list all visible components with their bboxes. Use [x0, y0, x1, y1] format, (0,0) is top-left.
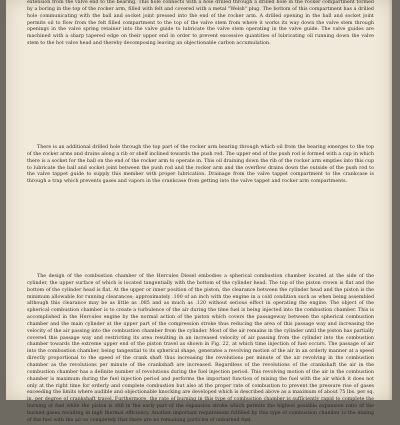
- paragraph-valve-lubrication: extension from the valve end to the bearing. This hole connects with a hole drilled through a drilled hole in the rocker compartment formed by a boring in the top of the rocker arm, filled with felt and covered with a metal "Welsh" plug. The bottom of this compartment has a drilled hole communicating with the ball and socket joint pressed into the end of the rocker arm. A drilled opening in the ball and socket joint permits oil to flow from the felt filled compartment to the top of the valve stem from where it works its way down the valve stem through openings in the valve spring retainer into the valve guide to lubricate the valve stem operating in the valve guide. The valve guides are machined with a sharp tapered edge on their upper end in order to prevent excessive quantities of lubricating oil running down the valve stem to the hot valve head and thereby decomposing leaving an objectionable carbon accumulation.: [27, 0, 374, 47]
- paragraph-rocker-arm-oil-drain: There is an additional drilled hole through the top part of the rocker arm bearing through which oil from the bearing emerges to the top of the rocker arms and drains along a rib or shelf inclined towards the push rod. The upper end of the push rod is formed with a cup in which there is a socket for the ball on the end of the rocker arm to operate in. This oil draining down the rib of the rocker arm empties into this cup to lubricate the ball and socket joint between the push rod and the rocker arm and the overflow drains down the outside of the push rod to the valve tappet guide to supply this member with proper lubrication. Drainage from the valve tappet compartment to the crankcase is through a trap which prevents gases and vapors in the crankcase from getting into the valve tappet and rocker arm compartments.: [27, 145, 374, 185]
- document-page: [6, 0, 392, 423]
- page-edge-shadow: [388, 0, 392, 400]
- paragraph-combustion-chamber: The design of the combustion chamber of the Hercules Diesel embodies a spherical combustion chamber located at the side of the cylinder, the upper surface of which is located tangentially with the bottom of the cylinder head. The top of the piston crown is flat and the bottom of the cylinder head is flat. At the upper or inner position of the piston, the clearance between the cylinder head and the piston is the minimum allowable for running clearances; approximately .100 of an inch with the engine in a cold condition such as when being assembled although this clearance may be as little as .085 and as much as .120 without serious effect in operating the engine. The object of the spherical combustion chamber is to create a turbulence of the air during the time fuel is being injected into the combustion chamber. This is accomplished in the Hercules engine by the normal action of the piston which covers the passageway between the spherical combustion chamber and the main cylinder at the upper part of the compression stroke thus reducing the area of this passage way and increasing the velocity of the air passing into the combustion chamber from the cylinder. Most of the air remains in the cylinder until the piston has partially covered this passage way and restricting its area resulting in an increased velocity of air passing from the cylinder into the combustion chamber towards the extreme upper end of the piston travel as shown in Fig. 22, at which time injection of fuel occurs. The passage of air into the combustion chamber, being tangential to its spherical shape, generates a revolving motion of the air in an orderly manner at a speed directly proportional to the speed of the crank shaft thus increasing the revolutions per minute of the air revolving in the combustion chamber as the revolutions per minute of the crankshaft are increased. Regardless of the revolutions of the crankshaft the air in the combustion chamber has a definite number of revolutions during the fuel injection period. This revolving motion of the air in the combustion chamber is maximum during the fuel injection period and performs the important function of mixing the fuel with the air which it does not only at the right time for orderly and complete combustion but also at the proper rate of combustion to prevent the pressure rise of gases exceeding the limits where audible and objectionable knocking are developed which is described above as a maximum of about 75 lbs. per sq. in. per degree of crankshaft travel. Furthermore, the rate of burning in this type of combustion chamber is sufficiently rapid to complete the burning of fuel while the piston is still in the early part of the expansion stroke which permits the highest possible expansion ratio of the burned gases resulting in high thermal efficiency. Another important requirement fulfilled by this type of combustion chamber is the mixing of the fuel with the air so completely that there are no remaining particles of unburned fuel.: [27, 274, 374, 423]
